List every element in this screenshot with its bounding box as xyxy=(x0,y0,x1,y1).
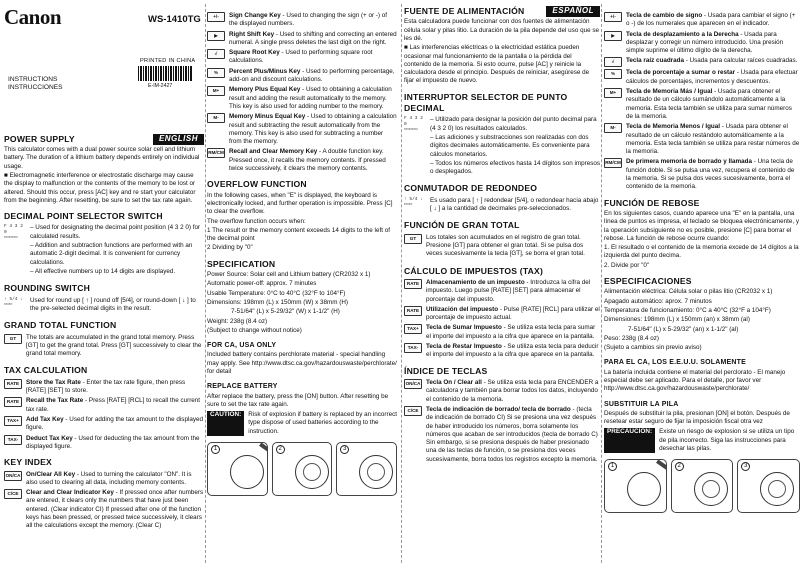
es-decimal-row xyxy=(404,116,600,177)
rate-rcl-key-icon: RATE xyxy=(4,397,22,407)
memory-minus-key-icon: M- xyxy=(207,113,225,123)
caution-text: Risk of explosion if battery is replaced by an incorrect type dispose of used batteries according to the instruction. xyxy=(248,411,397,435)
spanish-column-2 xyxy=(604,0,800,567)
es-decimal-title: INTERRUPTOR SELECTOR DE PUNTO DECIMAL xyxy=(404,91,568,114)
screwdriver-icon xyxy=(656,460,667,477)
es-round-text: Es usado para [ ↑ ] redondear [5/4], o redondear hacia abajo [ ↓ ] a la cantidad de decimales pre-seleccionados. xyxy=(430,196,599,213)
spec-item: Power Source: Solar cell and Lithium battery (CR2032 x 1) xyxy=(207,271,371,279)
es-decimal-item: – Todos los números efectivos hasta 14 dígitos son impresos o desplegados. xyxy=(430,159,600,176)
spec-item: Usable Temperature: 0°C to 40°C (32°F to 104°F) xyxy=(207,289,346,297)
tax-item: RATE Store the Tax Rate - Enter the tax rate figure, then press [RATE] [SET] to store. xyxy=(4,379,204,396)
right-shift-key-icon: ▶ xyxy=(604,31,622,41)
instructions-heading xyxy=(8,76,63,92)
es-power-title: FUENTE DE ALIMENTACIÓN xyxy=(404,6,525,16)
sign-change-key-icon: +/- xyxy=(207,12,225,22)
power-text: This calculator comes with a dual power source solar cell and lithium battery. The duration of a lithium battery depends entirely on individual usage. xyxy=(4,146,200,170)
es-key-item: +/- Tecla de cambio de signo - Usada para cambiar el signo (+ o -) de los numerales que aparecen en el indicador. xyxy=(604,12,800,29)
fold-line xyxy=(601,4,602,563)
tax-plus-key-icon: TAX+ xyxy=(404,324,422,334)
tax-title: TAX CALCULATION xyxy=(4,365,88,376)
grand-total-row xyxy=(4,334,204,360)
tax-item: TAX- Deduct Tax Key - Used for deducting the tax amount from the displayed figure. xyxy=(4,435,204,452)
battery-figure: 2 xyxy=(671,459,734,513)
decimal-row xyxy=(4,224,204,277)
tax-minus-key-icon: TAX- xyxy=(404,343,422,353)
es-decimal-item: – Las adiciones y substracciones son realizadas con dos dígitos decimales automáticamente. Es conveniente para cálculos monetarios. xyxy=(430,134,590,158)
english-column-1 xyxy=(4,0,204,567)
recall-memory-key-icon: RM/CM xyxy=(207,148,225,158)
overflow-item: The overflow function occurs when: xyxy=(207,217,306,225)
ca-text: Included battery contains perchlorate material - special handling may apply. See http://www.dtsc.ca.gov/hazardouswaste/perchlorate/ for detail xyxy=(207,351,397,376)
overflow-item: 2 Dividing by "0" xyxy=(207,244,253,252)
gt-key-icon: GT xyxy=(404,234,422,244)
instructions-en: INSTRUCTIONS xyxy=(8,76,58,83)
decimal-switch-icon: F 4 3 2 0 ▭▭▭▭▭ xyxy=(404,116,423,133)
battery-icon xyxy=(230,455,264,489)
overflow-title: OVERFLOW FUNCTION xyxy=(207,179,307,190)
es-spec-item: Alimentación eléctrica: Célula solar o pilas litio (CR2032 x 1) xyxy=(604,288,773,296)
es-tax-item: RATE Almacenamiento de un impuesto - Introduzca la cifra del impuesto. Luego pulse [RATE] [SET] para almacenar el porcentaje del impuesto. xyxy=(404,279,600,304)
rate-set-key-icon: RATE xyxy=(404,279,422,289)
replace-text: After replace the battery, press the [ON] button. After resetting be sure to set the tax rate again. xyxy=(207,392,389,408)
es-tax-item: RATE Utilización del impuesto - Pulse [RATE] [RCL] para utilizar el porcentaje de impuesto actual. xyxy=(404,306,600,323)
gt-key-icon: GT xyxy=(4,334,22,344)
decimal-switch-icon: F 4 3 2 0 ▭▭▭▭▭ xyxy=(4,224,23,241)
es-spec-item: Dimensiones: 198mm (L) x 150mm (an) x 38mm (al) xyxy=(604,316,750,324)
tax-item: RATE Recall the Tax Rate - Press [RATE] [RCL] to recall the current tax rate. xyxy=(4,397,204,414)
fold-line xyxy=(401,4,402,563)
c-ce-key-icon: C/CE xyxy=(404,406,422,416)
es-key-item: RM/CM De primera memoria de borrado y llamada - Una tecla de función doble. Si se pulsa una vez, recupera el contenido de la memoria. Si se pulsa dos veces sucesivamente, borra el contenido de la memoria. xyxy=(605,158,795,191)
sign-change-key-icon: +/- xyxy=(604,12,622,22)
es-replace-title: SUBSTITUIR LA PILA xyxy=(604,400,679,408)
printed-in: PRINTED IN CHINA xyxy=(140,58,196,64)
decimal-item: – All effective numbers up to 14 digits are displayed. xyxy=(30,267,176,275)
overflow-text: In the following cases, when "E" is displayed, the keyboard is electronically locked, and further operation is impossible. Press [C] to clear the overflow. xyxy=(207,191,393,216)
es-caution-row xyxy=(604,428,800,453)
es-caution-label: PRECAUCION: xyxy=(604,428,655,453)
instructions-es: INSTRUCCIONES xyxy=(8,84,63,92)
es-overflow-item: 1. El resultado o el contenido de la memoria excede de 14 dígitos a la izquierda del punto decima. xyxy=(604,244,799,260)
rounding-switch-icon: ↑ 5/4 ↓ ▭▭▭ xyxy=(4,296,23,307)
brand-logo: Canon xyxy=(4,5,62,29)
power-title-row xyxy=(4,134,204,145)
es-index-title: ÍNDICE DE TECLAS xyxy=(404,365,488,376)
key-item: +/- Sign Change Key - Used to changing the sign (+ or -) of the displayed numbers. xyxy=(207,12,397,29)
decimal-item: – Addition and subtraction functions are performed with an automatic 2-digit decimal. It is convenient for currency calculations. xyxy=(30,242,193,266)
ca-title: FOR CA, USA ONLY xyxy=(207,342,277,350)
overflow-item: 1 The result or the memory content exceeds 14 digits to the left of the decimal point xyxy=(207,226,390,243)
grand-total-text: The totals are accumulated in the grand total memory. Press [GT] to get the grand total. Press [GT] successively to clear the grand total memory. xyxy=(26,333,202,358)
language-tag-spanish: ESPAÑOL xyxy=(546,6,600,17)
battery-figure: 3 xyxy=(336,442,397,496)
es-replace-text: Después de substituir la pila, presionan [ON] el botón. Después de resetear estar seguro de fijar la imposición fiscal otra vez xyxy=(604,409,790,426)
rounding-title: ROUNDING SWITCH xyxy=(4,283,91,294)
key-item: RM/CM Recall and Clear Memory Key - A double function key. Pressed once, it recalls the memory contents. If pressed twice successively, it clears the memory contents. xyxy=(208,148,386,173)
spec-item: 7-51/64" (L) x 5-29/32" (W) x 1-1/2" (H) xyxy=(231,308,340,316)
spec-item: (Subject to change without notice) xyxy=(207,326,302,334)
key-item: √ Square Root Key - Used to performing square root calculations. xyxy=(207,49,397,66)
es-overflow-title: FUNCIÓN DE REBOSE xyxy=(604,197,700,208)
english-column-2 xyxy=(207,0,397,567)
caution-label: CAUTION: xyxy=(207,411,244,436)
key-item: M- Memory Minus Equal Key - Used to obtaining a calculation result and subtracting the result automatically from the memory. This key is also used for subtracting a number from the memory. xyxy=(207,113,397,146)
replace-title: REPLACE BATTERY xyxy=(207,383,278,391)
es-spec-item: Temperatura de funcionamiento: 0°C a 40°C (32°F a 104°F) xyxy=(604,307,771,314)
battery-figure: 1 xyxy=(604,459,667,513)
tax-item: TAX+ Add Tax Key - Used for adding the tax amount to the displayed figure. xyxy=(4,416,204,433)
recall-memory-key-icon: RM/CM xyxy=(604,158,622,168)
es-grand-text: Los totales son acumulados en el registro de gran total. Presione [GT] para obtener el gran total. Si se pulsa dos veces sucesivamente la tecla [GT], se borra el gran total. xyxy=(426,233,585,258)
es-spec-title: ESPECIFICACIONES xyxy=(604,276,692,287)
es-spec-item: Apagado automático: aprox. 7 minutos xyxy=(604,297,712,305)
es-key-item: M- Tecla de Memoria Menos / Igual - Usada para obtener el resultado de un cálculo restándolo automáticamente a la memoria. Esta tecla también se utiliza para restar números de la memoria. xyxy=(604,123,800,156)
rounding-row xyxy=(4,297,204,315)
spanish-column-1 xyxy=(404,0,600,567)
memory-minus-key-icon: M- xyxy=(604,123,622,133)
es-round-title: CONMUTADOR DE REDONDEO xyxy=(404,183,538,194)
es-power-title-row xyxy=(404,6,600,17)
es-tax-item: TAX- Tecla de Restar Impuesto - Se utiliza esta tecla para deducir el importe del impuesto a la cifra que aparece en la pantalla. xyxy=(404,343,600,360)
square-root-key-icon: √ xyxy=(604,57,622,67)
key-item: % Percent Plus/Minus Key - Used to performing percentage, add-on and discount calculations. xyxy=(207,68,397,85)
model-number: WS-1410TG xyxy=(148,14,201,25)
barcode-icon xyxy=(138,66,192,81)
es-spec-item: Peso: 238g (8.4 oz) xyxy=(604,334,659,342)
es-spec-item: (Sujeto a cambios sin previo aviso) xyxy=(604,344,702,352)
es-key-item: C/CE Tecla de indicación de borrado/ tecla de borrado - (tecla de indicación de borrado CI) Si se presiona una vez después de haber introducido los números, borra solamente los números que acaban de ser introducidos (tecla de borrado C) Sin embargo, si se presiona después de haber presionado una de las teclas de función, o se presiona dos veces sucesivamente, borra todos los registros excepto la memoria. xyxy=(404,406,600,464)
es-overflow-text: En los siguientes casos, cuando aparece una "E" en la pantalla, una línea de puntos es impresa, el teclado se bloquea electrónicamente, y la operación subsiguiente no es posible, presione [C] para borrar el rebose. La función de rebose ocurre cuando: xyxy=(604,209,799,242)
specification-title: SPECIFICATION xyxy=(207,258,276,269)
key-item: ▶ Right Shift Key - Used to shifting and correcting an entered numeral. A single press deletes the last digit on the right. xyxy=(207,31,397,48)
es-grand-title: FUNCIÓN DE GRAN TOTAL xyxy=(404,220,520,231)
key-item: C/CE Clear and Clear Indicator Key - If pressed once after numbers are entered, it clears only the numbers that have just been entered. (Clear indicator CI) If pressed after one of the function keys has been pressed, or pressed twice successively, it clears all the calculations except the memory. (Clear C) xyxy=(4,489,204,530)
es-spec-item: 7-51/64" (L) x 5-29/32" (an) x 1-1/2" (al) xyxy=(628,325,739,333)
es-key-item: ▶ Tecla de desplazamiento a la Derecha - Usada para desplazar y corregir un número introducido. Una presión simple suprime el último dígito de la derecha. xyxy=(604,31,800,56)
es-overflow-item: 2. Divide por "0" xyxy=(604,261,650,269)
es-ca-title: PARA EL CA, LOS E.E.U.U. SOLAMENTE xyxy=(604,359,747,367)
memory-plus-key-icon: M+ xyxy=(604,88,622,98)
es-ca-text: La batería incluida contiene el material del perclorato - El manejo especial debe ser aplicado. Para el detalle, por favor ver http://www.dtsc.ca.gov/hazardouswaste/perchlorate/ xyxy=(604,368,786,393)
es-power-note: ■ Las interferencias eléctricas o la electricidad estática pueden ocasionar mal funcionamiento de la pantalla o la pérdida del contenido de la memoria. Si esto ocurre, pulse [AC] y reinicie la calculadora desde el principio. Después de reiniciar, asegúrese de fijar el impuesto de nuevo. xyxy=(404,44,590,85)
battery-figure: 3 xyxy=(737,459,800,513)
battery-figure: 2 xyxy=(272,442,333,496)
rate-rcl-key-icon: RATE xyxy=(404,306,422,316)
battery-icon xyxy=(627,472,661,506)
rounding-text: Used for round up [ ↑ ] round off [5/4], or round-down [ ↓ ] to the pre-selected decimal digits in the result. xyxy=(30,296,196,312)
es-tax-title: CÁLCULO DE IMPUESTOS (TAX) xyxy=(404,265,544,276)
fold-line xyxy=(205,4,206,563)
memory-plus-key-icon: M+ xyxy=(207,86,225,96)
spec-item: Automatic power-off: approx. 7 minutes xyxy=(207,280,317,288)
es-key-item: % Tecla de porcentaje a sumar o restar - Usada para efectuar cálculos de porcentajes, incrementos y descuentos. xyxy=(604,69,800,86)
rate-set-key-icon: RATE xyxy=(4,379,22,389)
es-key-item: ON/CA Tecla On / Clear all - Se utiliza esta tecla para ENCENDER a calculadora y también para borrar todos los datos, incluyendo el contenido de la memoria. xyxy=(405,379,599,403)
battery-figures xyxy=(207,442,397,496)
c-ce-key-icon: C/CE xyxy=(4,489,22,499)
spec-item: Weight: 238g (8.4 oz) xyxy=(207,317,268,325)
power-title: POWER SUPPLY xyxy=(4,133,75,144)
es-decimal-item: – Utilizado para designar la posición del punto decimal para (4 3 2 0) los resultados calculados. xyxy=(430,116,597,132)
decimal-title: DECIMAL POINT SELECTOR SWITCH xyxy=(4,211,163,222)
language-tag-english: ENGLISH xyxy=(153,134,204,145)
spec-item: Dimensions: 198mm (L) x 150mm (W) x 38mm (H) xyxy=(207,299,349,306)
on-ca-key-icon: ON/CA xyxy=(4,471,22,481)
square-root-key-icon: √ xyxy=(207,49,225,59)
es-battery-figures xyxy=(604,459,800,513)
key-item: M+ Memory Plus Equal Key - Used to obtaining a calculation result and adding the result automatically to the memory. This key is also used for adding number to the memory. xyxy=(207,86,397,111)
power-note: ■ Electromagnetic interference or electrostatic discharge may cause the display to malfunction or the contents of the memory to be lost or altered. Should this occur, press [AC] key and re start your calculator from the beginning. After resetting, be sure to set the tax rate again. xyxy=(4,171,196,204)
document-code: E-IM-2427 xyxy=(148,83,173,89)
es-key-item: M+ Tecla de Memoria Más / Igual - Usada para obtener el resultado de un cálculo sumándolo automáticamente a la memoria. Esta tecla también se utiliza para sumar números de la memoria. xyxy=(604,88,800,121)
caution-row xyxy=(207,411,397,436)
percent-key-icon: % xyxy=(604,69,622,79)
power-note-text: Electromagnetic interference or electrostatic discharge may cause the display to malfunction or the contents of the memory to be lost or altered. Should this occur, press [AC] key and re start your calculator from the beginning. After resetting, be sure to set the tax rate again. xyxy=(4,171,196,204)
es-round-row xyxy=(404,197,600,215)
key-item: ON/CA On/Clear All Key - Used to turning the calculator "ON". It is also used to clearing all data, including memory contents. xyxy=(5,470,192,486)
es-tax-item: TAX+ Tecla de Sumar Impuesto - Se utiliza esta tecla para sumar el importe del impuesto a la cifra que aparece en la pantalla. xyxy=(404,324,600,341)
battery-figure: 1 xyxy=(207,442,268,496)
tax-minus-key-icon: TAX- xyxy=(4,435,22,445)
percent-key-icon: % xyxy=(207,68,225,78)
key-index-title: KEY INDEX xyxy=(4,457,52,468)
grand-total-title: GRAND TOTAL FUNCTION xyxy=(4,320,117,331)
decimal-item: – Used for designating the decimal point position (4 3 2 0) for calculated results. xyxy=(30,224,201,240)
rounding-switch-icon: ↑ 5/4 ↓ ▭▭▭ xyxy=(404,196,423,208)
es-caution-text: Existe un riesgo de explosion si se utiliza un tipo de pila incorrecto. Siga las instrucciones para desechar las pilas. xyxy=(659,428,795,453)
on-ca-key-icon: ON/CA xyxy=(404,379,422,389)
es-power-text: Esta calculadora puede funcionar con dos fuentes de alimentación célula solar y pilas litio. La duración de la pila depende del uso que se les dé. xyxy=(404,18,599,42)
right-shift-key-icon: ▶ xyxy=(207,31,225,41)
es-grand-row xyxy=(404,234,600,260)
es-key-item: √ Tecla raíz cuadrada - Usada para calcular raíces cuadradas. xyxy=(604,57,800,67)
screwdriver-icon xyxy=(259,443,268,460)
tax-plus-key-icon: TAX+ xyxy=(4,416,22,426)
